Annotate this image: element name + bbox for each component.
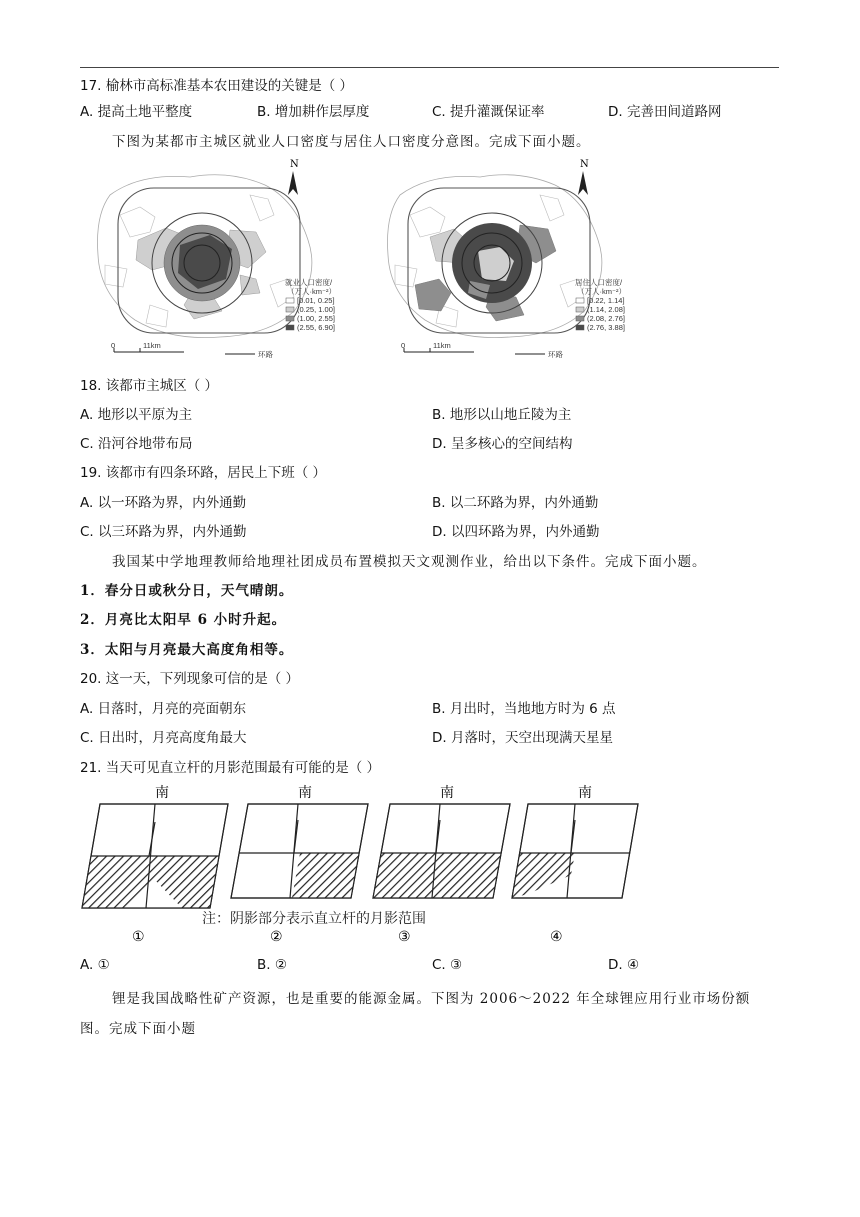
scale-zero-left: 0 (111, 341, 116, 350)
q18-option-d[interactable]: D. 呈多核心的空间结构 (432, 436, 573, 452)
ring-road-label-left: 环路 (258, 350, 273, 359)
panel-title-1: 南 (155, 785, 169, 801)
north-label-left: N (290, 159, 299, 170)
panel-title-2: 南 (298, 785, 312, 801)
legend-unit-left: （万人·km⁻²） (287, 287, 336, 296)
legend-item-right-3: (2.08, 2.76] (587, 314, 625, 323)
panel-number-3: ③ (398, 929, 411, 945)
q20-option-d[interactable]: D. 月落时，天空出现满天星星 (432, 730, 613, 746)
q17-option-c[interactable]: C. 提升灌溉保证率 (432, 104, 545, 120)
north-arrow-icon (578, 171, 588, 195)
legend-title-right: 居住人口密度/ (575, 278, 623, 287)
q20-option-b[interactable]: B. 月出时，当地地方时为 6 点 (432, 701, 616, 717)
employment-density-map (98, 159, 336, 359)
population-density-maps (80, 155, 650, 362)
q21-option-a[interactable]: A. ① (80, 957, 110, 973)
intro-maps: 下图为某都市主城区就业人口密度与居住人口密度分意图。完成下面小题。 (112, 134, 591, 150)
shadow-note: 注：阴影部分表示直立杆的月影范围 (202, 911, 426, 927)
q17-option-b[interactable]: B. 增加耕作层厚度 (257, 104, 370, 120)
scale-zero-right: 0 (401, 341, 406, 350)
q20-stem: 20. 这一天，下列现象可信的是（ ） (80, 671, 300, 687)
panel-number-1: ① (132, 929, 145, 945)
q19-option-c[interactable]: C. 以三环路为界，内外通勤 (80, 524, 247, 540)
q19-option-b[interactable]: B. 以二环路为界，内外通勤 (432, 495, 599, 511)
q19-stem: 19. 该都市有四条环路，居民上下班（ ） (80, 465, 327, 481)
q19-option-d[interactable]: D. 以四环路为界，内外通勤 (432, 524, 600, 540)
q18-stem: 18. 该都市主城区（ ） (80, 378, 219, 394)
shadow-panel-4 (512, 784, 638, 945)
q21-option-c[interactable]: C. ③ (432, 957, 463, 973)
q18-option-c[interactable]: C. 沿河谷地带布局 (80, 436, 193, 452)
legend-item-left-4: (2.55, 6.90] (297, 323, 335, 332)
q18-option-a[interactable]: A. 地形以平原为主 (80, 407, 193, 423)
panel-number-4: ④ (550, 929, 563, 945)
q18-option-b[interactable]: B. 地形以山地丘陵为主 (432, 407, 572, 423)
panel-title-4: 南 (578, 785, 592, 801)
intro-astronomy: 我国某中学地理教师给地理社团成员布置模拟天文观测作业，给出以下条件。完成下面小题。 (112, 554, 707, 570)
header-rule (80, 67, 779, 68)
north-label-right: N (580, 159, 589, 170)
moon-shadow-panels (80, 780, 640, 950)
q19-option-a[interactable]: A. 以一环路为界，内外通勤 (80, 495, 247, 511)
intro-lithium-line1: 锂是我国战略性矿产资源，也是重要的能源金属。下图为 2006～2022 年全球锂应用行业市场份额 (112, 991, 751, 1007)
intro-lithium-line2: 图。完成下面小题 (80, 1021, 196, 1037)
q17-option-a[interactable]: A. 提高土地平整度 (80, 104, 193, 120)
q17-option-d[interactable]: D. 完善田间道路网 (608, 104, 722, 120)
q21-option-d[interactable]: D. ④ (608, 957, 640, 973)
q20-option-c[interactable]: C. 日出时，月亮高度角最大 (80, 730, 247, 746)
q20-option-a[interactable]: A. 日落时，月亮的亮面朝东 (80, 701, 247, 717)
legend-item-right-2: (1.14, 2.08] (587, 305, 625, 314)
condition-2: 2．月亮比太阳早 6 小时升起。 (80, 612, 287, 628)
north-arrow-icon (288, 171, 298, 195)
scale-km-left: 11km (143, 341, 161, 350)
q21-option-b[interactable]: B. ② (257, 957, 287, 973)
scale-km-right: 11km (433, 341, 451, 350)
legend-item-left-3: (1.00, 2.55] (297, 314, 335, 323)
condition-3: 3．太阳与月亮最大高度角相等。 (80, 642, 294, 658)
q17-stem: 17. 榆林市高标准基本农田建设的关键是（ ） (80, 78, 354, 94)
ring-road-label-right: 环路 (548, 350, 563, 359)
legend-unit-right: （万人·km⁻²） (577, 287, 626, 296)
panel-title-3: 南 (440, 785, 454, 801)
legend-item-right-1: [0.22, 1.14] (587, 296, 625, 305)
legend-item-right-4: (2.76, 3.88] (587, 323, 625, 332)
panel-number-2: ② (270, 929, 283, 945)
residential-density-map (388, 159, 626, 359)
legend-item-left-1: [0.01, 0.25] (297, 296, 335, 305)
legend-title-left: 就业人口密度/ (285, 278, 333, 287)
condition-1: 1．春分日或秋分日，天气晴朗。 (80, 583, 294, 599)
q21-stem: 21. 当天可见直立杆的月影范围最有可能的是（ ） (80, 760, 381, 776)
legend-item-left-2: (0.25, 1.00] (297, 305, 335, 314)
